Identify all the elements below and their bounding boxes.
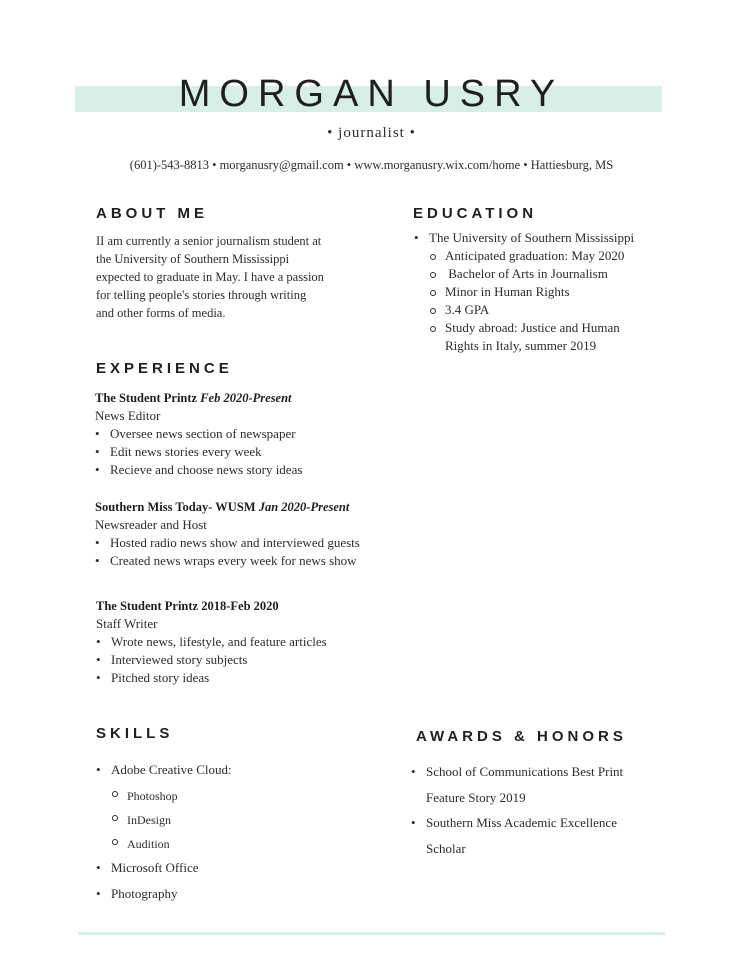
education-detail: Bachelor of Arts in Journalism xyxy=(429,265,704,283)
skill-subitem: InDesign xyxy=(111,808,356,832)
job-role: Staff Writer xyxy=(96,616,158,631)
about-line: and other forms of media. xyxy=(96,306,226,320)
award-line: Scholar xyxy=(426,840,466,856)
job-role: News Editor xyxy=(95,408,161,423)
job-org: The Student Printz xyxy=(95,391,198,405)
job-org: The Student Printz xyxy=(96,599,199,613)
skill-item xyxy=(96,760,356,856)
job-bullet: • Interviewed story subjects xyxy=(96,651,436,669)
job-role: Newsreader and Host xyxy=(95,517,207,532)
job-entry xyxy=(95,498,455,570)
experience-heading: EXPERIENCE xyxy=(96,360,233,377)
awards-heading: AWARDS & HONORS xyxy=(416,728,627,745)
skill-item: • Photography xyxy=(96,880,356,908)
award-line: Feature Story 2019 xyxy=(426,789,526,805)
skill-label: Adobe Creative Cloud: xyxy=(111,762,232,777)
awards-section xyxy=(411,759,701,861)
education-detail: Minor in Human Rights xyxy=(429,283,704,301)
education-detail: 3.4 GPA xyxy=(429,301,704,319)
job-title xyxy=(96,597,436,615)
job-bullet: • Oversee news section of newspaper xyxy=(95,425,435,443)
job-entry xyxy=(95,389,435,479)
education-section xyxy=(414,229,704,355)
award-item xyxy=(411,759,701,810)
candidate-name: MORGAN USRY xyxy=(178,73,565,115)
about-heading: ABOUT ME xyxy=(96,205,208,222)
study-abroad-line: Rights in Italy, summer 2019 xyxy=(445,338,597,353)
award-line: School of Communications Best Print xyxy=(426,764,624,779)
skill-subitem: Photoshop xyxy=(111,784,356,808)
contact-line: (601)-543-8813 • morganusry@gmail.com • www.morganusry.wix.com/home • Hattiesburg, MS xyxy=(129,158,614,172)
job-bullet: • Pitched story ideas xyxy=(96,669,436,687)
job-title xyxy=(95,498,455,516)
about-line: II am currently a senior journalism student at xyxy=(96,234,322,248)
job-entry xyxy=(96,597,436,687)
about-line: the University of Southern Mississippi xyxy=(96,252,290,266)
about-body xyxy=(96,232,386,322)
job-bullet: • Hosted radio news show and interviewed guests xyxy=(95,534,455,552)
job-title xyxy=(95,389,435,407)
school-name: The University of Southern Mississippi xyxy=(429,230,635,245)
education-detail xyxy=(429,319,704,355)
education-school xyxy=(414,229,704,355)
education-heading: EDUCATION xyxy=(413,205,538,222)
about-line: expected to graduate in May. I have a passion xyxy=(96,270,324,284)
about-line: for telling people's stories through writing xyxy=(96,288,307,302)
skill-item: • Microsoft Office xyxy=(96,856,356,880)
skills-heading: SKILLS xyxy=(96,725,174,742)
job-dates: 2018-Feb 2020 xyxy=(201,599,279,613)
award-line: Southern Miss Academic Excellence xyxy=(426,815,617,830)
job-bullet: • Edit news stories every week xyxy=(95,443,435,461)
job-bullet: • Wrote news, lifestyle, and feature articles xyxy=(96,633,436,651)
tagline: • journalist • xyxy=(327,125,416,141)
education-detail: Anticipated graduation: May 2020 xyxy=(429,247,704,265)
job-dates: Jan 2020-Present xyxy=(258,500,350,514)
skills-section xyxy=(96,760,356,908)
job-dates: Feb 2020-Present xyxy=(200,391,292,405)
study-abroad-line: Study abroad: Justice and Human xyxy=(445,320,620,335)
job-bullet: • Created news wraps every week for news show xyxy=(95,552,455,570)
job-org: Southern Miss Today- WUSM xyxy=(95,500,256,514)
skill-subitem: Audition xyxy=(111,832,356,856)
award-item xyxy=(411,810,701,861)
footer-divider xyxy=(78,932,665,935)
job-bullet: • Recieve and choose news story ideas xyxy=(95,461,435,479)
